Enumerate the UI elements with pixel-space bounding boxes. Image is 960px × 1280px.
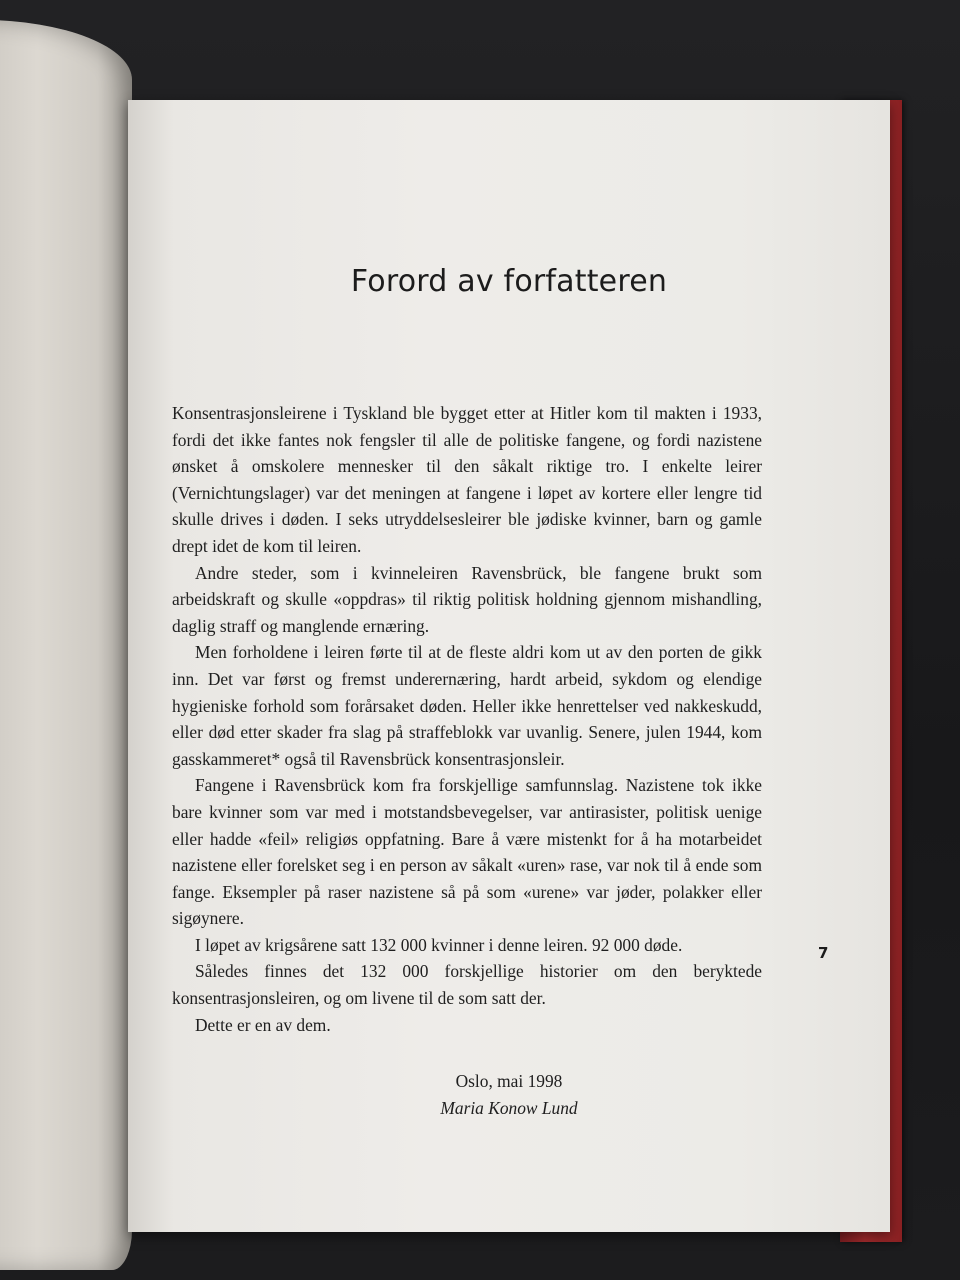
- page-number: 7: [818, 944, 829, 962]
- signature-place-date: Oslo, mai 1998: [455, 1071, 563, 1091]
- signature-author: Maria Konow Lund: [440, 1097, 578, 1118]
- foreword-body: [172, 400, 762, 1038]
- book-page: [128, 100, 890, 1232]
- paragraph-4: Fangene i Ravensbrück kom fra forskjellige samfunnslag. Nazistene tok ikke bare kvinner som var med i motstandsbevegelser, var antirasister, politisk uenige eller hadde «feil» religiøs oppfatning. Bare å være mistenkt for å ha motarbeidet nazistene eller forelsket seg i en person av såkalt «uren» rase, var nok til å ende som fange. Eksempler på raser nazistene så på som «urene» var jøder, polakker eller sigøynere.: [172, 775, 762, 929]
- chapter-title: Forord av forfatteren: [350, 264, 668, 299]
- paragraph-1: Konsentrasjonsleirene i Tyskland ble bygget etter at Hitler kom til makten i 1933, fordi det ikke fantes nok fengsler til alle de politiske fangene, og fordi nazistene ønsket å omskolere mennesker til den såkalt riktige tro. I enkelte leirer (Vernichtungslager) var det meningen at fangene i løpet av kortere eller lengre tid skulle drives i døden. I seks utryddelsesleirer ble jødiske kvinner, barn og gamle drept idet de kom til leiren.: [172, 403, 762, 556]
- left-page-edge: [0, 20, 132, 1270]
- paragraph-6: Således finnes det 132 000 forskjellige historier om den beryktede konsentrasjonsleiren, og om livene til de som satt der.: [172, 961, 762, 1009]
- paragraph-2: Andre steder, som i kvinneleiren Ravensbrück, ble fangene brukt som arbeidskraft og skulle «oppdras» til riktig politisk holdning gjennom mishandling, daglig straff og manglende ernæring.: [172, 562, 762, 636]
- paragraph-7: Dette er en av dem.: [195, 1014, 331, 1035]
- paragraph-5: I løpet av krigsårene satt 132 000 kvinner i denne leiren. 92 000 døde.: [195, 934, 683, 955]
- paragraph-3: Men forholdene i leiren førte til at de fleste aldri kom ut av den porten de gikk inn. Det var først og fremst underernæring, hardt arbeid, sykdom og elendige hygieniske forhold som forårsaket døden. Heller ikke henrettelser ved nakkeskudd, eller død etter skader fra slag på straffeblokk var uvanlig. Senere, julen 1944, kom gasskammeret* også til Ravensbrück konsentrasjonsleir.: [172, 642, 762, 769]
- signature-block: [128, 1068, 890, 1121]
